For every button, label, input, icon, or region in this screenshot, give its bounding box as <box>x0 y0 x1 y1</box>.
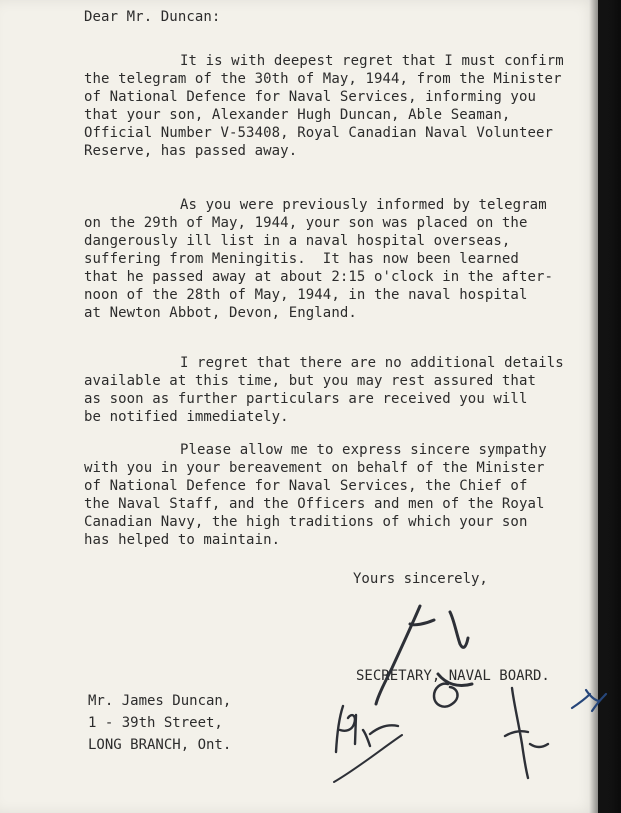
recipient-address <box>88 690 231 756</box>
paragraph-2-line-3: dangerously ill list in a naval hospital overseas, <box>84 233 511 249</box>
paragraph-3-line-3: as soon as further particulars are received you will <box>84 391 528 407</box>
paragraph-1-line-6: Reserve, has passed away. <box>84 143 298 159</box>
recipient-street: 1 - 39th Street, <box>88 715 223 731</box>
paragraph-2 <box>84 196 553 322</box>
signature-title: SECRETARY, NAVAL BOARD. <box>356 668 550 684</box>
paragraph-4-line-1: Please allow me to express sincere sympathy <box>180 442 547 458</box>
recipient-name: Mr. James Duncan, <box>88 693 232 709</box>
paragraph-1-line-5: Official Number V-53408, Royal Canadian Naval Volunteer <box>84 125 554 141</box>
paragraph-3-line-4: be notified immediately. <box>84 409 289 425</box>
paragraph-4-line-3: of National Defence for Naval Services, the Chief of <box>84 478 528 494</box>
paragraph-4-line-5: Canadian Navy, the high traditions of which your son <box>84 514 528 530</box>
paragraph-1-line-4: that your son, Alexander Hugh Duncan, Able Seaman, <box>84 107 511 123</box>
paragraph-4-line-2: with you in your bereavement on behalf of the Minister <box>84 460 545 476</box>
paragraph-2-line-2: on the 29th of May, 1944, your son was placed on the <box>84 215 528 231</box>
paragraph-4-line-6: has helped to maintain. <box>84 532 281 548</box>
paragraph-2-line-1: As you were previously informed by telegram <box>180 197 547 213</box>
scan-dark-edge <box>589 0 621 813</box>
paragraph-2-line-4: suffering from Meningitis. It has now been learned <box>84 251 519 267</box>
paragraph-2-line-5: that he passed away at about 2:15 o'clock in the after- <box>84 269 554 285</box>
paragraph-1-line-2: the telegram of the 30th of May, 1944, from the Minister <box>84 71 562 87</box>
paragraph-3-line-2: available at this time, but you may rest assured that <box>84 373 537 389</box>
paragraph-3-line-1: I regret that there are no additional details <box>180 355 564 371</box>
paragraph-2-line-6: noon of the 28th of May, 1944, in the naval hospital <box>84 287 528 303</box>
paragraph-2-line-7: at Newton Abbot, Devon, England. <box>84 305 357 321</box>
paragraph-1-line-1: It is with deepest regret that I must confirm <box>180 53 564 69</box>
paragraph-4 <box>84 441 547 549</box>
closing-salutation: Yours sincerely, <box>353 571 488 587</box>
paragraph-4-line-4: the Naval Staff, and the Officers and men of the Royal <box>84 496 545 512</box>
recipient-city: LONG BRANCH, Ont. <box>88 737 232 753</box>
paragraph-3 <box>84 354 564 426</box>
paragraph-1 <box>84 52 564 160</box>
greeting: Dear Mr. Duncan: <box>84 9 221 25</box>
paragraph-1-line-3: of National Defence for Naval Services, informing you <box>84 89 537 105</box>
